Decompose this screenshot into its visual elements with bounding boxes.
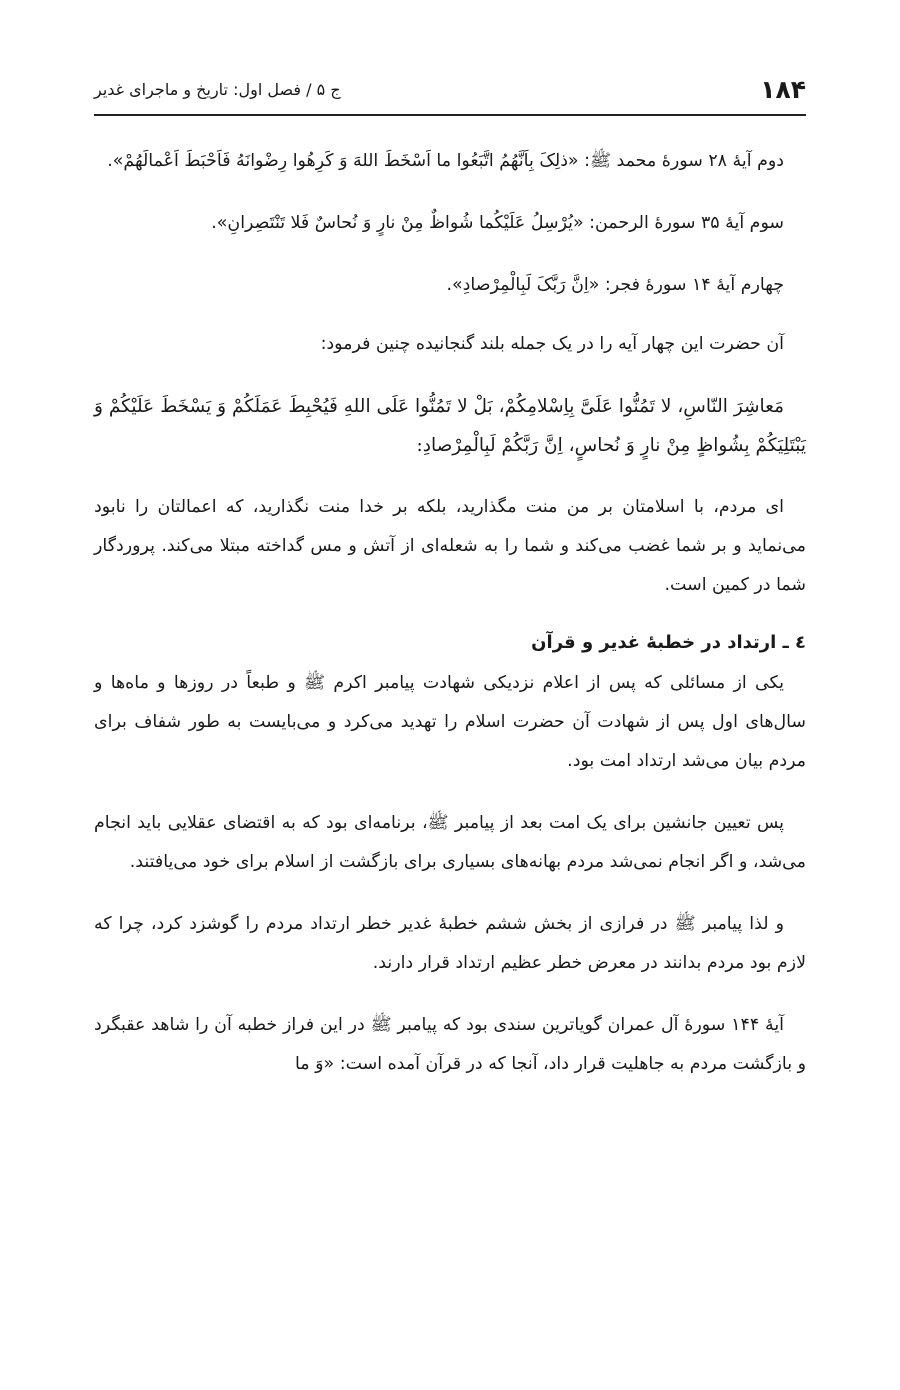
running-title: ج ۵ / فصل اول: تاریخ و ماجرای غدیر xyxy=(94,79,341,99)
page-header xyxy=(94,68,806,116)
paragraph-apostasy-intro: یکی از مسائلی که پس از اعلام نزدیکی شهادت پیامبر اکرم ﷺ و طبعاً در روزها و ماه‌ها و سال‌های اول پس از شهادت آن حضرت اسلام را تهدید می‌کرد و می‌بایست به طور شفاف برای مردم بیان می‌شد ارتداد امت بود. xyxy=(94,673,806,771)
paragraph-verse-muhammad: دوم آیهٔ ۲۸ سورهٔ محمد ﷺ: «ذلِکَ بِاَنَّهُمُ اتَّبَعُوا ما اَسْخَطَ اللهَ وَ کَرِهُوا رِضْوانَهُ فَاَحْبَطَ اَعْمالَهُمْ». xyxy=(107,151,784,171)
page-number: ۱۸۴ xyxy=(760,74,806,104)
paragraph-verse-fajr: چهارم آیهٔ ۱۴ سورهٔ فجر: «اِنَّ رَبَّکَ لَبِالْمِرْصادِ». xyxy=(446,275,784,295)
paragraph-warning: و لذا پیامبر ﷺ در فرازی از بخش ششم خطبهٔ غدیر خطر ارتداد مردم را گوشزد کرد، چرا که لازم بود مردم بدانند در معرض خطر عظیم ارتداد قرار دارند. xyxy=(94,914,806,973)
paragraph-translation: ای مردم، با اسلامتان بر من منت مگذارید، بلکه بر خدا منت نگذارید، که اعمالتان را نابود می‌نماید و بر شما غضب می‌کند و شما را به شعله‌ای از آتش و مس گداخته مبتلا می‌کند. پروردگار شما در کمین است. xyxy=(94,497,806,595)
paragraph-successor: پس تعیین جانشین برای یک امت بعد از پیامبر ﷺ، برنامه‌ای بود که به اقتضای عقلایی باید انجام می‌شد، و اگر انجام نمی‌شد مردم بهانه‌های بسیاری برای بازگشت از اسلام برای خود می‌یافتند. xyxy=(94,813,806,872)
paragraph-al-imran: آیهٔ ۱۴۴ سورهٔ آل عمران گویاترین سندی بود که پیامبر ﷺ در این فراز خطبه آن را شاهد عقبگرد و بازگشت مردم به جاهلیت قرار داد، آنجا که در قرآن آمده است: «وَ ما xyxy=(94,1015,806,1074)
page-body xyxy=(94,142,806,1107)
section-heading: ٤ ـ ارتداد در خطبهٔ غدیر و قرآن xyxy=(531,632,806,653)
paragraph-arabic-sermon: مَعاشِرَ النّاسِ، لا تَمُنُّوا عَلَیَّ بِاِسْلامِکُمْ، بَلْ لا تَمُنُّوا عَلَی اللهِ فَیُحْبِطَ عَمَلَکُمْ وَ یَسْخَطَ عَلَیْکُمْ وَ یَبْتَلِیَکُمْ بِشُواظٍ مِنْ نارٍ وَ نُحاسٍ، اِنَّ رَبَّکُمْ لَبِالْمِرْصادِ: xyxy=(94,396,806,456)
paragraph-verse-rahman: سوم آیهٔ ۳۵ سورهٔ الرحمن: «یُرْسِلُ عَلَیْکُما شُواظٌ مِنْ نارٍ وَ نُحاسٌ فَلا تَنْتَصِرانِ». xyxy=(211,213,784,233)
paragraph-intro-sermon: آن حضرت این چهار آیه را در یک جمله بلند گنجانیده چنین فرمود: xyxy=(320,334,784,354)
